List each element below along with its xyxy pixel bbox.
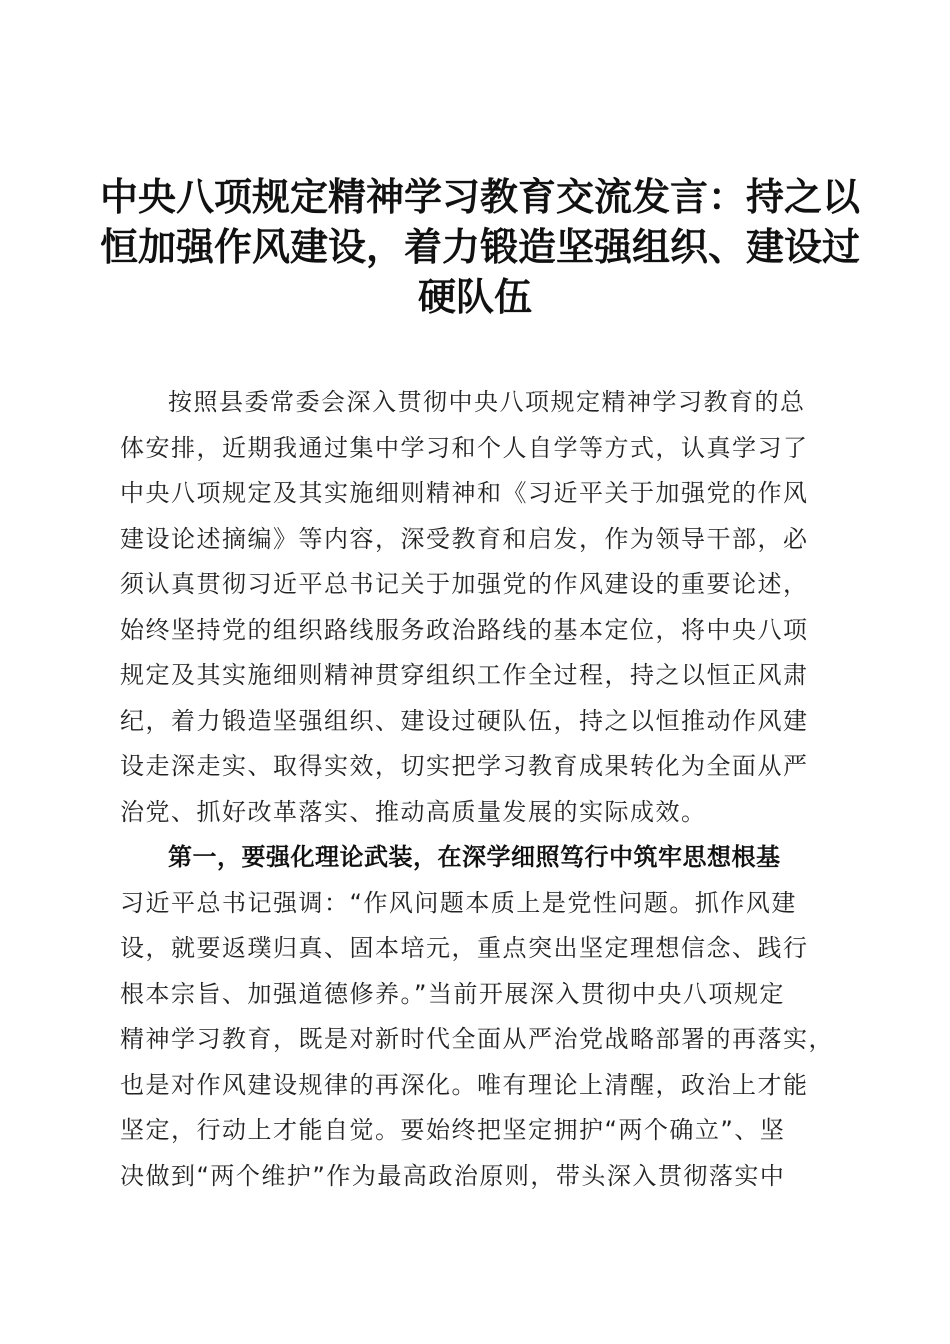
title-line: 恒加强作风建设，着力锻造坚强组织、建设过 <box>100 224 861 269</box>
text-line: 设，就要返璞归真、固本培元，重点突出坚定理想信念、践行 <box>120 934 809 962</box>
text-line: 纪，着力锻造坚强组织、建设过硬队伍，持之以恒推动作风建 <box>120 706 809 735</box>
text-line: 须认真贯彻习近平总书记关于加强党的作风建设的重要论述， <box>120 570 809 598</box>
text-line: 也是对作风建设规律的再深化。唯有理论上清醒，政治上才能 <box>120 1070 809 1099</box>
text-line: 设走深走实、取得实效，切实把学习教育成果转化为全面从严 <box>120 752 809 780</box>
text-line: 始终坚持党的组织路线服务政治路线的基本定位，将中央八项 <box>120 615 809 644</box>
text-line: 精神学习教育，既是对新时代全面从严治党战略部署的再落实， <box>120 1025 834 1053</box>
title-line: 中央八项规定精神学习教育交流发言：持之以 <box>100 174 861 219</box>
text-line: 体安排，近期我通过集中学习和个人自学等方式，认真学习了 <box>120 433 809 462</box>
document-title <box>100 172 861 322</box>
text-line: 中央八项规定及其实施细则精神和《习近平关于加强党的作风 <box>120 479 809 507</box>
text-line: 治党、抓好改革落实、推动高质量发展的实际成效。 <box>120 797 707 826</box>
text-line: 建设论述摘编》等内容，深受教育和启发，作为领导干部，必 <box>120 524 809 553</box>
text-line: 规定及其实施细则精神贯穿组织工作全过程，持之以恒正风肃 <box>120 661 809 689</box>
text-line: 按照县委常委会深入贯彻中央八项规定精神学习教育的总 <box>168 388 806 416</box>
paragraph-2 <box>120 881 840 1200</box>
paragraph-1 <box>120 380 840 835</box>
title-line: 硬队伍 <box>417 274 532 319</box>
document-body <box>120 380 840 1199</box>
text-line: 坚定，行动上才能自觉。要始终把坚定拥护“两个确立”、坚 <box>120 1116 786 1144</box>
section-heading: 第一，要强化理论武装，在深学细照笃行中筑牢思想根基 <box>168 843 781 871</box>
text-line: 决做到“两个维护”作为最高政治原则，带头深入贯彻落实中 <box>120 1161 786 1190</box>
text-line: 根本宗旨、加强道德修养。”当前开展深入贯彻中央八项规定 <box>120 979 785 1008</box>
text-line: 习近平总书记强调：“作风问题本质上是党性问题。抓作风建 <box>120 888 797 917</box>
